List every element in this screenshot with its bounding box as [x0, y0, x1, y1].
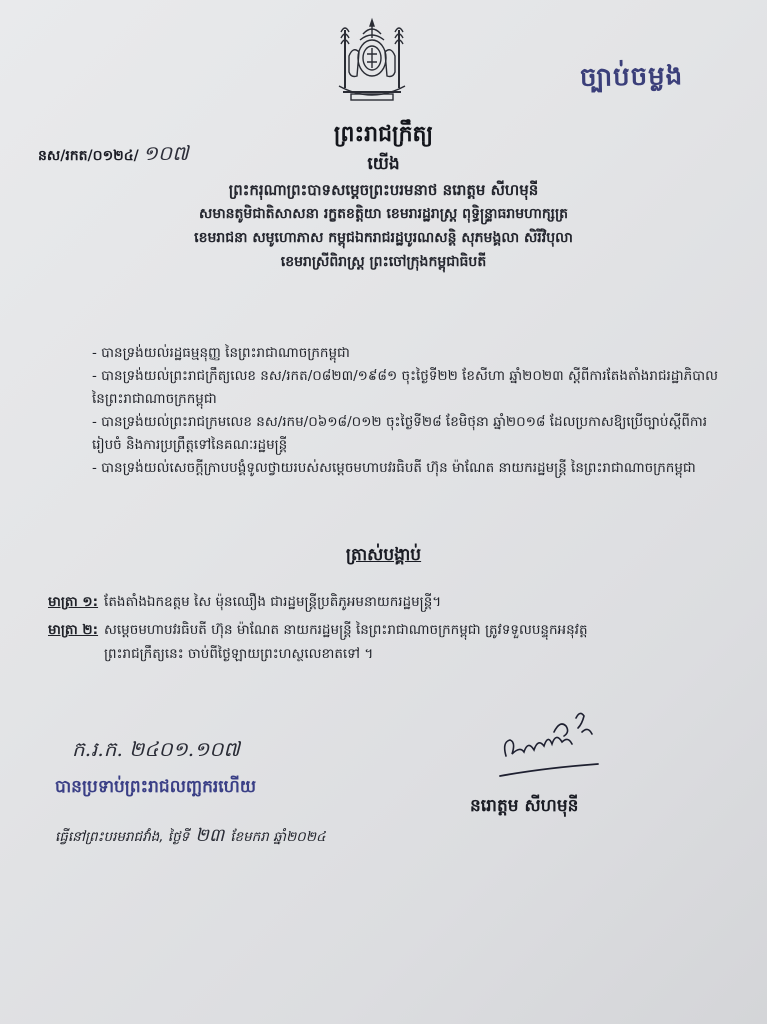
article-1	[48, 590, 728, 614]
article-text: តែងតាំងឯកឧត្តម សៃ ម៉ុនឈឿង ជារដ្ឋមន្ត្រីប្រតិភូអមនាយករដ្ឋមន្ត្រី។	[104, 594, 442, 610]
article-text-continued: ព្រះរាជក្រឹត្យនេះ ចាប់ពីថ្ងៃឡាយព្រះហស្ថលេខាតទៅ ។	[104, 646, 374, 662]
certified-copy-stamp: ច្បាប់ចម្លង	[579, 61, 684, 93]
articles-list	[48, 590, 728, 670]
handwritten-date: ក.រ.ក. ២៤០១.១០៧	[72, 737, 240, 761]
consideration-item: - បានទ្រង់យល់ព្រះរាជក្រឹត្យលេខ នស/រកត/០៨២៣/១៩៨១ ចុះថ្ងៃទី២២ ខែសីហា ឆ្នាំ២០២៣ ស្តីពីការតែងតាំងរាជរដ្ឋាភិបាល នៃព្រះរាជាណាចក្រកម្ពុជា	[92, 368, 718, 407]
article-text: សម្តេចមហាបវរធិបតី ហ៊ុន ម៉ាណែត នាយករដ្ឋមន្ត្រី នៃព្រះរាជាណាចក្រកម្ពុជា ត្រូវទទួលបន្ទុកអនុវត្ត	[104, 622, 588, 638]
royal-title-block	[0, 178, 767, 274]
royal-title-line: ខេមរាជនា សមូហោភាស កម្ពុជឯករាជរដ្ឋបូរណសន្តិ សុភមង្គលា សិរីវិបុលា	[194, 230, 573, 246]
royal-seal-stamp: បានប្រទាប់ព្រះរាជលញ្ឆករហើយ	[55, 777, 257, 797]
consideration-item: - បានទ្រង់យល់រដ្ឋធម្មនុញ្ញ នៃព្រះរាជាណាចក្រកម្ពុជា	[92, 345, 350, 361]
place-date-day: ២៣	[195, 825, 225, 846]
royal-title-line: ខេមរាស្រីពិរាស្ត្រ ព្រះចៅក្រុងកម្ពុជាធិបតី	[280, 254, 487, 270]
consideration-item: - បានទ្រង់យល់សេចក្តីក្រាបបង្គំទូលថ្វាយរបស់សម្តេចមហាបវរធិបតី ហ៊ុន ម៉ាណែត នាយករដ្ឋមន្ត្រី នៃព្រះរាជាណាចក្រកម្ពុជា	[92, 460, 696, 476]
we-heading: យើង	[367, 154, 400, 174]
decree-number-handwritten: ១០៧	[142, 141, 189, 165]
document-title: ព្រះរាជក្រឹត្យ	[333, 121, 434, 147]
royal-title-line: សមានតូមិជាតិសាសនា រក្ខតខត្តិយា ខេមរារដ្ឋរាស្ត្រ ពុទ្ធិន្ទ្រាធរាមហាក្សត្រ	[199, 206, 568, 222]
royal-title-line: ព្រះករុណាព្រះបាទសម្តេចព្រះបរមនាថ នរោត្តម សីហមុនី	[228, 181, 539, 199]
place-date-suffix: ខែមករា ឆ្នាំ២០២៤	[230, 829, 326, 845]
consideration-item: - បានទ្រង់យល់ព្រះរាជក្រមលេខ នស/រកម/០៦១៨/០១២ ចុះថ្ងៃទី២៨ ខែមិថុនា ឆ្នាំ២០១៨ ដែលប្រកាសឱ្យប្រើច្បាប់ស្តីពីការរៀបចំ និងការប្រព្រឹត្តទៅនៃគណៈរដ្ឋមន្ត្រី	[92, 414, 708, 453]
place-and-date	[55, 823, 326, 850]
signer-name: នរោត្តម សីហមុនី	[470, 796, 579, 816]
article-label: មាត្រា ១:	[48, 594, 99, 610]
place-date-prefix: ធ្វើនៅព្រះបរមរាជវាំង, ថ្ងៃទី	[55, 829, 190, 845]
royal-signature	[494, 702, 604, 782]
article-2	[48, 618, 728, 666]
decree-number-printed: នស/រកត/០១២៤/	[38, 148, 139, 164]
article-label: មាត្រា ២:	[48, 622, 99, 638]
royal-coat-of-arms-emblem	[333, 16, 411, 108]
considerations-list	[92, 342, 722, 480]
decides-heading: ត្រាស់បង្គាប់	[345, 545, 422, 565]
